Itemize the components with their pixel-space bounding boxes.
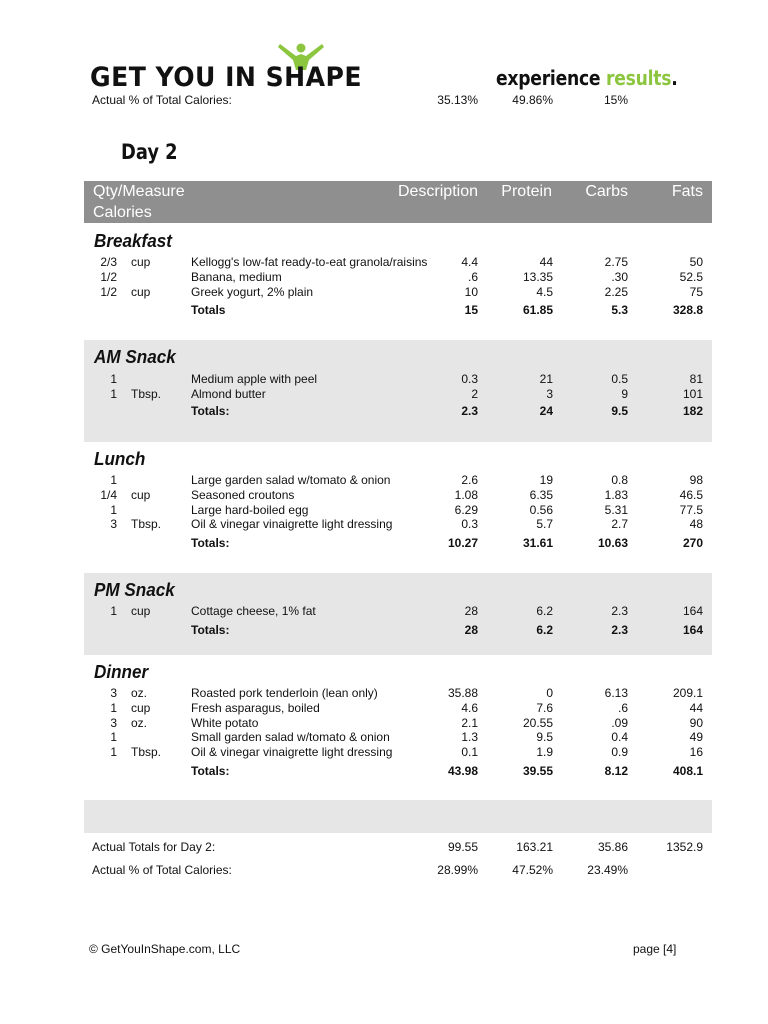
- food-f: 2.75: [604, 255, 628, 269]
- food-unit: Tbsp.: [131, 386, 162, 401]
- food-unit: cup: [131, 487, 151, 502]
- food-p: 2: [471, 386, 478, 401]
- food-desc: Banana, medium: [191, 269, 282, 284]
- food-qty: 1: [110, 730, 117, 745]
- header-protein: Protein: [501, 183, 552, 200]
- food-cal: 48: [689, 517, 703, 532]
- food-unit: oz.: [131, 715, 148, 730]
- food-cal: 46.5: [679, 487, 703, 502]
- food-f: 0.4: [611, 730, 628, 745]
- food-row: [0, 255, 768, 270]
- totals-row: [0, 536, 768, 551]
- totals-row: [0, 303, 768, 318]
- food-row: [0, 503, 768, 518]
- food-row: [0, 517, 768, 532]
- header-qty-measure: Qty/Measure: [93, 183, 185, 200]
- food-desc: Almond butter: [191, 386, 266, 401]
- totals-cal: 408.1: [672, 764, 703, 778]
- footer-copyright: © GetYouInShape.com, LLC: [89, 942, 241, 956]
- header-description: Description: [397, 183, 478, 200]
- food-f: 9: [621, 386, 628, 401]
- food-qty: 1: [110, 473, 117, 487]
- food-f: .30: [611, 269, 628, 284]
- section-title: Dinner: [94, 662, 149, 682]
- food-p: 4.4: [461, 255, 478, 269]
- food-unit: cup: [131, 284, 151, 299]
- food-f: 2.7: [611, 517, 628, 532]
- food-p: 1.3: [461, 730, 478, 745]
- food-f: 2.3: [611, 604, 628, 618]
- food-desc: Large hard-boiled egg: [191, 502, 309, 517]
- food-p: 10: [464, 284, 478, 299]
- totals-cal: 182: [682, 404, 703, 418]
- food-p: 0.3: [461, 517, 478, 532]
- food-unit: cup: [131, 604, 151, 618]
- day-totals-carbs: 163.21: [516, 840, 553, 854]
- food-qty: 1: [110, 502, 117, 517]
- food-f: 5.31: [604, 502, 628, 517]
- food-desc: Oil & vinegar vinaigrette light dressing: [191, 745, 393, 760]
- food-c: 13.35: [522, 269, 553, 284]
- food-qty: 3: [110, 715, 117, 730]
- food-desc: Greek yogurt, 2% plain: [191, 284, 314, 299]
- food-f: .09: [611, 715, 628, 730]
- food-p: 0.3: [461, 372, 478, 386]
- totals-cal: 164: [682, 623, 703, 637]
- food-cal: 52.5: [679, 269, 703, 284]
- totals-row: [0, 404, 768, 419]
- food-cal: 90: [689, 715, 703, 730]
- food-c: 44: [539, 255, 553, 269]
- totals-label: Totals:: [191, 764, 230, 778]
- header-carbs: Carbs: [585, 183, 628, 200]
- totals-cal: 328.8: [672, 303, 703, 317]
- food-row: [0, 745, 768, 760]
- totals-label: Totals:: [191, 536, 230, 550]
- totals-p: 2.3: [461, 404, 478, 418]
- bottom-band: [84, 800, 712, 833]
- food-desc: Medium apple with peel: [191, 372, 318, 386]
- food-c: 9.5: [536, 730, 553, 745]
- totals-f: 2.3: [611, 623, 628, 637]
- food-f: 6.13: [604, 686, 628, 700]
- food-f: 0.9: [611, 745, 628, 760]
- food-cal: 77.5: [679, 502, 703, 517]
- food-f: 1.83: [604, 487, 628, 502]
- brand-logo: GET YOU IN SHAPE: [90, 62, 363, 93]
- food-qty: 1: [110, 372, 117, 386]
- food-c: 19: [539, 473, 553, 487]
- food-row: [0, 686, 768, 701]
- food-f: 0.5: [611, 372, 628, 386]
- food-p: 0.1: [461, 745, 478, 760]
- food-c: 0: [546, 686, 553, 700]
- food-row: [0, 716, 768, 731]
- food-p: 4.6: [461, 700, 478, 715]
- food-p: .6: [467, 269, 478, 284]
- food-c: 1.9: [536, 745, 553, 760]
- food-qty: 3: [110, 686, 117, 700]
- food-c: 5.7: [536, 517, 553, 532]
- food-cal: 81: [689, 372, 703, 386]
- food-p: 2.6: [461, 473, 478, 487]
- day-percent-protein: 28.99%: [437, 863, 478, 877]
- brand-tagline: experience results.: [496, 66, 678, 90]
- food-unit: oz.: [131, 686, 148, 700]
- food-cal: 209.1: [672, 686, 703, 700]
- totals-label: Totals: [191, 303, 226, 317]
- food-desc: Large garden salad w/tomato & onion: [191, 473, 391, 487]
- food-qty: 1: [110, 745, 117, 760]
- food-row: [0, 387, 768, 402]
- top-summary-carbs-pct: 49.86%: [512, 93, 553, 107]
- food-cal: 50: [689, 255, 703, 269]
- day-percent-fats: 23.49%: [587, 863, 628, 877]
- totals-f: 5.3: [611, 303, 628, 317]
- totals-cal: 270: [682, 536, 703, 550]
- totals-f: 10.63: [597, 536, 628, 550]
- day-totals-protein: 99.55: [447, 840, 478, 854]
- food-p: 1.08: [454, 487, 478, 502]
- food-row: [0, 270, 768, 285]
- food-f: .6: [617, 700, 628, 715]
- food-p: 6.29: [454, 502, 478, 517]
- totals-c: 6.2: [536, 623, 553, 637]
- totals-label: Totals:: [191, 623, 230, 637]
- food-cal: 75: [689, 284, 703, 299]
- food-qty: 3: [110, 517, 117, 532]
- food-cal: 101: [682, 386, 703, 401]
- food-qty: 1: [110, 604, 117, 618]
- food-cal: 16: [689, 745, 703, 760]
- day-percent-label: Actual % of Total Calories:: [92, 863, 232, 877]
- day-percent-carbs: 47.52%: [512, 863, 553, 877]
- totals-c: 24: [539, 404, 553, 418]
- totals-label: Totals:: [191, 404, 230, 418]
- top-summary-fats-pct: 15%: [603, 93, 628, 107]
- totals-c: 31.61: [522, 536, 553, 550]
- totals-c: 39.55: [522, 764, 553, 778]
- food-c: 20.55: [522, 715, 553, 730]
- top-summary-label: Actual % of Total Calories:: [92, 93, 232, 107]
- food-f: 2.25: [604, 284, 628, 299]
- section-title: PM Snack: [94, 580, 175, 600]
- food-qty: 1/4: [100, 487, 117, 502]
- food-row: [0, 730, 768, 745]
- food-qty: 1/2: [100, 284, 117, 299]
- food-desc: Fresh asparagus, boiled: [191, 700, 320, 715]
- day-totals-label: Actual Totals for Day 2:: [92, 840, 216, 854]
- food-row: [0, 473, 768, 488]
- totals-f: 9.5: [611, 404, 628, 418]
- food-c: 4.5: [536, 284, 553, 299]
- section-title: Breakfast: [94, 231, 172, 251]
- food-c: 3: [546, 386, 553, 401]
- food-row: [0, 701, 768, 716]
- footer-page-number: page [4]: [633, 942, 677, 956]
- day-totals-calories: 1352.9: [666, 840, 703, 854]
- food-f: 0.8: [611, 473, 628, 487]
- food-desc: Roasted pork tenderloin (lean only): [191, 686, 378, 700]
- totals-p: 15: [464, 303, 478, 317]
- food-desc: Seasoned croutons: [191, 487, 295, 502]
- food-qty: 1: [110, 700, 117, 715]
- food-unit: Tbsp.: [131, 745, 162, 760]
- section-title: Lunch: [94, 449, 146, 469]
- food-desc: Cottage cheese, 1% fat: [191, 604, 316, 618]
- header-fats: Fats: [671, 183, 703, 200]
- food-qty: 2/3: [100, 255, 117, 269]
- day-title: Day 2: [121, 140, 178, 164]
- food-cal: 164: [682, 604, 703, 618]
- food-c: 6.2: [536, 604, 553, 618]
- totals-row: [0, 764, 768, 779]
- food-qty: 1/2: [100, 269, 117, 284]
- food-unit: cup: [131, 255, 151, 269]
- food-cal: 49: [689, 730, 703, 745]
- section-title: AM Snack: [94, 347, 176, 367]
- food-row: [0, 372, 768, 387]
- food-c: 7.6: [536, 700, 553, 715]
- totals-p: 43.98: [447, 764, 478, 778]
- food-p: 35.88: [447, 686, 478, 700]
- totals-p: 10.27: [447, 536, 478, 550]
- food-desc: Kellogg's low-fat ready-to-eat granola/raisins: [191, 255, 428, 269]
- food-cal: 98: [689, 473, 703, 487]
- totals-c: 61.85: [522, 303, 553, 317]
- food-c: 21: [539, 372, 553, 386]
- food-p: 28: [464, 604, 478, 618]
- food-p: 2.1: [461, 715, 478, 730]
- food-c: 0.56: [529, 502, 553, 517]
- totals-row: [0, 623, 768, 638]
- totals-p: 28: [464, 623, 478, 637]
- food-c: 6.35: [529, 487, 553, 502]
- food-desc: Oil & vinegar vinaigrette light dressing: [191, 517, 393, 532]
- food-desc: Small garden salad w/tomato & onion: [191, 730, 390, 745]
- totals-f: 8.12: [604, 764, 628, 778]
- day-totals-fats: 35.86: [597, 840, 628, 854]
- top-summary-protein-pct: 35.13%: [437, 93, 478, 107]
- food-row: [0, 285, 768, 300]
- food-unit: cup: [131, 700, 151, 715]
- food-unit: Tbsp.: [131, 517, 162, 532]
- food-row: [0, 604, 768, 619]
- food-qty: 1: [110, 386, 117, 401]
- food-desc: White potato: [191, 715, 259, 730]
- header-calories: Calories: [93, 204, 152, 221]
- food-row: [0, 488, 768, 503]
- food-cal: 44: [689, 700, 703, 715]
